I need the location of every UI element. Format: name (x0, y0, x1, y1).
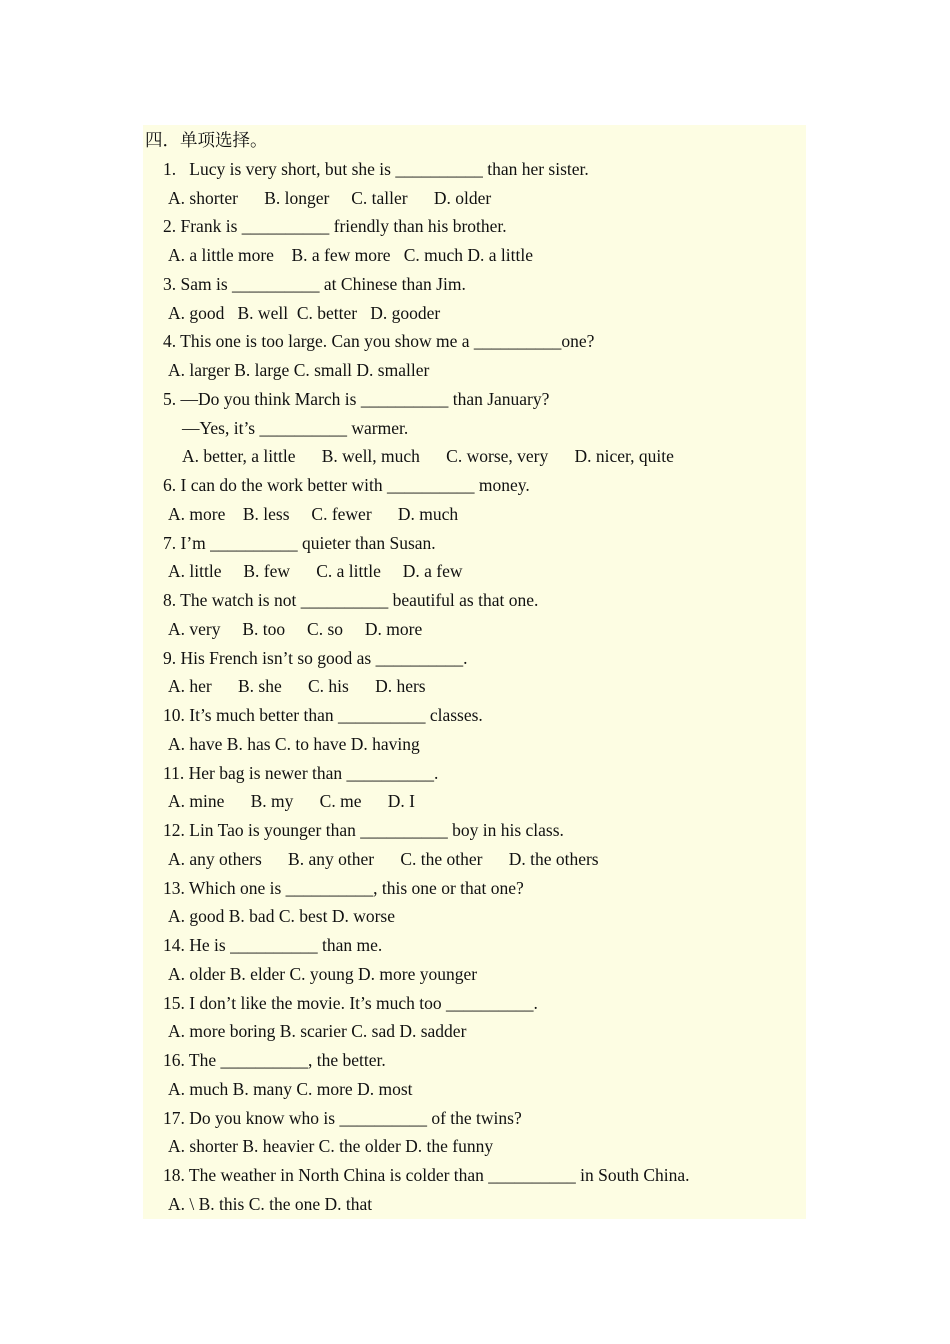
question-line: 15. I don’t like the movie. It’s much too __________. (163, 992, 538, 1013)
question-line: 1. Lucy is very short, but she is __________ than her sister. (163, 158, 589, 179)
section-title: 四．单项选择。 (145, 130, 268, 150)
options-line: A. little B. few C. a little D. a few (168, 561, 463, 582)
exercise-content (144, 126, 804, 1219)
question-line: 14. He is __________ than me. (163, 935, 383, 955)
options-line: A. much B. many C. more D. most (168, 1078, 413, 1099)
options-line: A. good B. bad C. best D. worse (168, 906, 395, 927)
options-line: A. larger B. large C. small D. smaller (168, 360, 430, 380)
question-line: 18. The weather in North China is colder than __________ in South China. (163, 1165, 690, 1185)
options-line: A. very B. too C. so D. more (168, 618, 423, 639)
answer-line: A. better, a little B. well, much C. worse, very D. nicer, quite (182, 446, 674, 467)
question-line: 3. Sam is __________ at Chinese than Jim. (163, 273, 466, 294)
options-line: A. good B. well C. better D. gooder (168, 302, 441, 323)
question-line: 13. Which one is __________, this one or that one? (163, 877, 524, 898)
question-line: 11. Her bag is newer than __________. (163, 762, 439, 783)
options-line: A. more boring B. scarier C. sad D. sadder (168, 1021, 467, 1042)
question-line: 6. I can do the work better with __________ money. (163, 475, 530, 495)
options-line: A. \ B. this C. the one D. that (168, 1193, 373, 1214)
options-line: A. have B. has C. to have D. having (168, 733, 420, 754)
options-line: A. older B. elder C. young D. more younger (168, 963, 478, 984)
question-line: 16. The __________, the better. (163, 1050, 386, 1070)
answer-line: —Yes, it’s __________ warmer. (182, 417, 409, 438)
question-line: 4. This one is too large. Can you show me a __________one? (163, 331, 595, 352)
options-line: A. a little more B. a few more C. much D. a little (168, 245, 533, 265)
options-line: A. any others B. any other C. the other D. the others (168, 848, 599, 869)
question-line: 2. Frank is __________ friendly than his brother. (163, 216, 507, 237)
question-line: 9. His French isn’t so good as __________. (163, 647, 468, 668)
options-line: A. shorter B. heavier C. the older D. the funny (168, 1136, 494, 1157)
question-line: 10. It’s much better than __________ classes. (163, 705, 483, 725)
question-line: 7. I’m __________ quieter than Susan. (163, 532, 436, 553)
options-line: A. more B. less C. fewer D. much (168, 503, 459, 524)
question-line: 17. Do you know who is __________ of the twins? (163, 1107, 522, 1128)
question-line: 8. The watch is not __________ beautiful as that one. (163, 590, 539, 610)
question-line: 12. Lin Tao is younger than __________ boy in his class. (163, 820, 564, 840)
question-list (144, 155, 804, 1219)
options-line: A. mine B. my C. me D. I (168, 791, 415, 812)
question-line: 5. —Do you think March is __________ than January? (163, 388, 550, 409)
options-line: A. shorter B. longer C. taller D. older (168, 187, 492, 208)
options-line: A. her B. she C. his D. hers (168, 676, 426, 697)
